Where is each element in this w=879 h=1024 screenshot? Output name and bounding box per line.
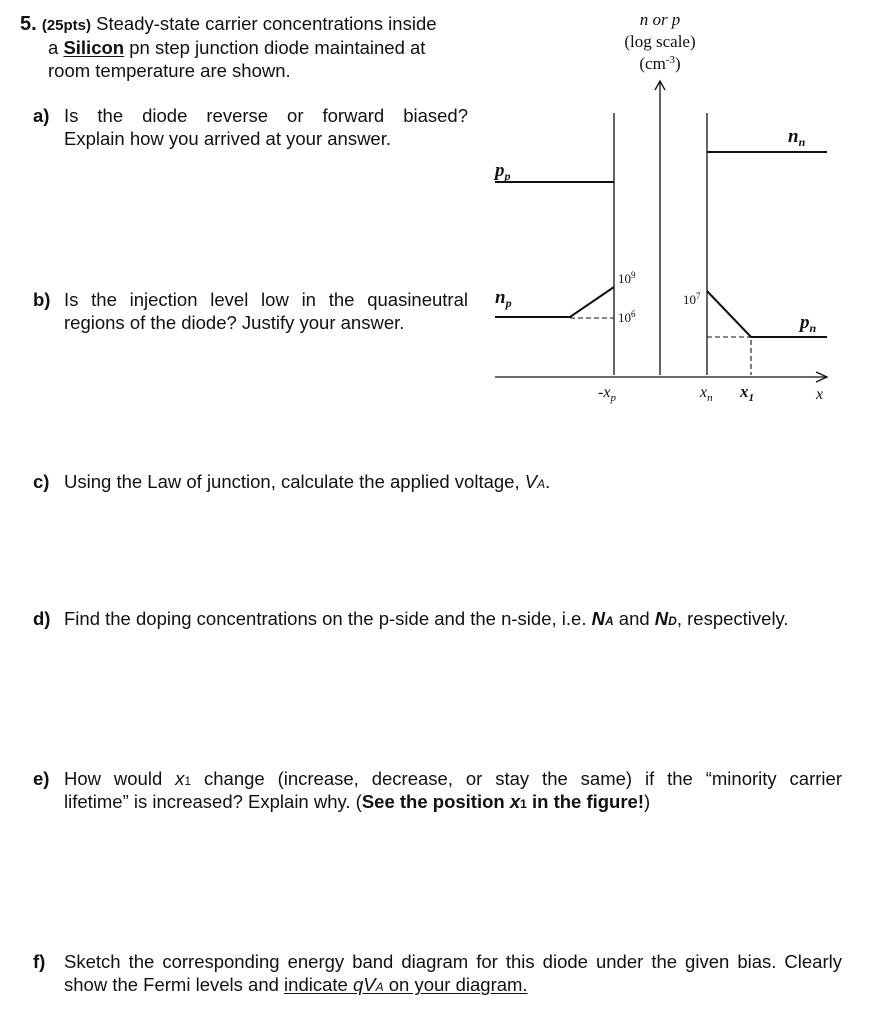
question-a-line-2: Explain how you arrived at your answer.: [64, 128, 392, 149]
xn-label: $x_n$: [700, 384, 713, 404]
question-b-line-1: Is the injection level low in the quasineutral: [64, 289, 468, 310]
problem-intro-line-1: Steady-state carrier concentrations inside: [96, 13, 437, 34]
neg-xp-label: $-x_p$: [598, 384, 616, 404]
pn-label: $p_n$: [800, 312, 817, 335]
question-c-label: c): [33, 471, 50, 492]
question-d-text: Find the doping concentrations on the p-side and the n-side, i.e. NA and ND, respectively.: [64, 608, 789, 629]
question-e-line-2: lifetime” is increased? Explain why. (See the position x1 in the figure!): [64, 791, 651, 812]
indicate-qva-phrase: indicate qVA on your diagram.: [284, 974, 528, 995]
question-c-text: Using the Law of junction, calculate the applied voltage, VA.: [64, 471, 551, 492]
x-axis-label: x: [816, 386, 824, 403]
question-b-label: b): [33, 289, 51, 310]
tick-1e6: $10^6$: [618, 309, 636, 325]
question-b-line-2: regions of the diode? Justify your answer.: [64, 312, 405, 333]
pp-label: $p_p$: [495, 160, 511, 183]
va-symbol: V: [524, 471, 538, 492]
x1-label: $x_1$: [740, 382, 754, 404]
tick-1e9: $10^9$: [618, 270, 636, 286]
question-f-label: f): [33, 951, 46, 972]
carrier-concentration-figure: [0, 0, 879, 450]
nn-label: $n_n$: [788, 126, 806, 149]
y-axis-label-line-2: (log scale): [624, 32, 696, 51]
question-e-label: e): [33, 768, 50, 789]
question-e-line-1: How would x1 change (increase, decrease, or stay the same) if the “minority carrier: [64, 768, 842, 789]
question-f-line-1: Sketch the corresponding energy band diagram for this diode under the given bias. Clearly: [64, 951, 842, 972]
question-f-line-2: show the Fermi levels and indicate qVA on your diagram.: [64, 974, 528, 995]
problem-points: (25pts): [41, 17, 92, 34]
y-axis-label-line-1: n or p: [639, 10, 681, 29]
nd-symbol: N: [654, 608, 669, 629]
question-a-line-1: Is the diode reverse or forward biased?: [64, 105, 468, 126]
problem-intro-line-3: room temperature are shown.: [48, 60, 291, 81]
question-a-label: a): [33, 105, 50, 126]
np-profile: [495, 287, 614, 317]
tick-1e7: $10^7$: [683, 291, 701, 307]
na-symbol: N: [591, 608, 605, 629]
problem-intro-line-2: a Silicon pn step junction diode maintained at: [48, 37, 426, 58]
np-label: $n_p$: [495, 287, 512, 310]
question-d-label: d): [33, 608, 51, 629]
problem-number: 5.: [20, 13, 37, 35]
silicon-word: Silicon: [63, 37, 125, 58]
y-axis-label-line-3: $(cm^{-3})$: [639, 54, 681, 73]
